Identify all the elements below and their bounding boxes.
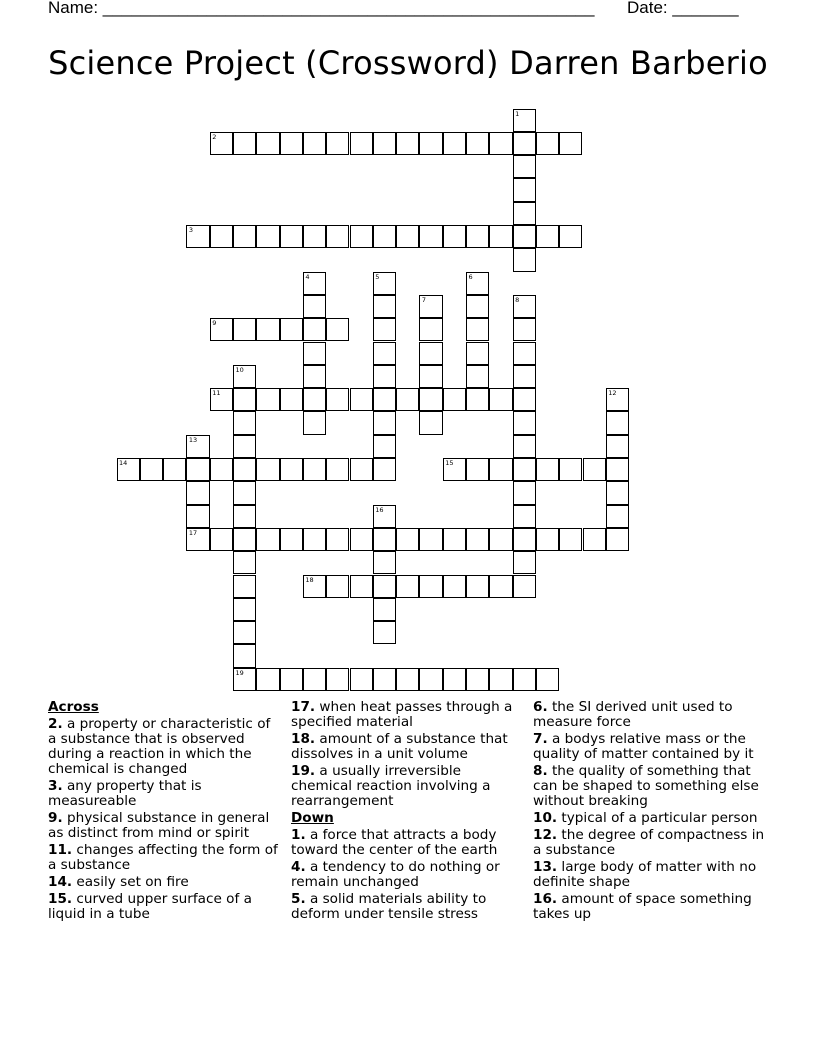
grid-cell[interactable] [350,528,373,551]
grid-cell[interactable] [513,481,536,504]
grid-cell[interactable] [466,272,489,295]
grid-cell[interactable] [489,575,512,598]
grid-cell[interactable] [466,668,489,691]
grid-cell[interactable] [186,225,209,248]
grid-cell[interactable] [303,272,326,295]
grid-cell[interactable] [280,225,303,248]
grid-cell[interactable] [606,411,629,434]
grid-cell[interactable] [326,575,349,598]
clue-number: 13 [188,435,198,444]
grid-cell[interactable] [163,458,186,481]
grid-cell[interactable] [303,528,326,551]
grid-cell[interactable] [186,481,209,504]
grid-cell[interactable] [233,365,256,388]
grid-cell[interactable] [513,155,536,178]
grid-cell[interactable] [373,295,396,318]
grid-cell[interactable] [373,225,396,248]
grid-cell[interactable] [373,458,396,481]
grid-cell[interactable] [350,668,373,691]
clue-number: 9 [212,319,217,328]
grid-cell[interactable] [513,342,536,365]
grid-cell[interactable] [513,551,536,574]
grid-cell[interactable] [233,411,256,434]
grid-cell[interactable] [186,528,209,551]
grid-cell[interactable] [210,528,233,551]
grid-cell[interactable] [326,388,349,411]
grid-cell[interactable] [350,225,373,248]
grid-cell[interactable] [419,528,442,551]
grid-cell[interactable] [513,388,536,411]
grid-cell[interactable] [140,458,163,481]
grid-cell[interactable] [536,132,559,155]
down-heading: Down [291,810,334,827]
clue-across-19: 19. a usually irreversible chemical reaction involving a rearrangement [291,763,491,810]
grid-cell[interactable] [466,342,489,365]
grid-cell[interactable] [396,388,419,411]
clue-down-13: 13. large body of matter with no definite shape [533,859,757,891]
grid-cell[interactable] [256,318,279,341]
grid-cell[interactable] [489,225,512,248]
grid-cell[interactable] [513,668,536,691]
grid-cell[interactable] [233,132,256,155]
clue-number: 11 [212,389,221,398]
grid-cell[interactable] [536,225,559,248]
clue-down-7: 7. a bodys relative mass or the quality of matter contained by it [533,731,754,763]
grid-cell[interactable] [443,132,466,155]
clue-down-12: 12. the degree of compactness in a substance [533,827,765,859]
grid-cell[interactable] [303,132,326,155]
grid-cell[interactable] [606,528,629,551]
clue-down-6: 6. the SI derived unit used to measure force [533,699,733,731]
clues-column-2 [291,700,523,924]
grid-cell[interactable] [303,575,326,598]
grid-cell[interactable] [210,225,233,248]
clues-column-3 [533,700,765,924]
clue-down-5: 5. a solid materials ability to deform under tensile stress [291,891,487,923]
grid-cell[interactable] [466,388,489,411]
grid-cell[interactable] [326,225,349,248]
grid-cell[interactable] [280,458,303,481]
grid-cell[interactable] [513,295,536,318]
grid-cell[interactable] [466,458,489,481]
grid-cell[interactable] [583,458,606,481]
grid-cell[interactable] [443,388,466,411]
grid-cell[interactable] [373,318,396,341]
clue-across-14: 14. easily set on fire [48,874,189,891]
grid-cell[interactable] [233,575,256,598]
grid-cell[interactable] [419,575,442,598]
grid-cell[interactable] [443,575,466,598]
grid-cell[interactable] [350,132,373,155]
clue-number: 18 [305,575,314,584]
grid-cell[interactable] [210,132,233,155]
grid-cell[interactable] [303,458,326,481]
grid-cell[interactable] [233,621,256,644]
grid-cell[interactable] [233,225,256,248]
grid-cell[interactable] [396,668,419,691]
grid-cell[interactable] [513,365,536,388]
grid-cell[interactable] [396,528,419,551]
grid-cell[interactable] [513,318,536,341]
grid-cell[interactable] [466,225,489,248]
grid-cell[interactable] [466,295,489,318]
grid-cell[interactable] [303,295,326,318]
grid-cell[interactable] [489,132,512,155]
grid-cell[interactable] [443,458,466,481]
grid-cell[interactable] [606,458,629,481]
grid-cell[interactable] [513,109,536,132]
grid-cell[interactable] [513,202,536,225]
clue-number: 3 [188,226,194,234]
grid-cell[interactable] [396,225,419,248]
grid-cell[interactable] [559,132,582,155]
grid-cell[interactable] [303,225,326,248]
clue-across-15: 15. curved upper surface of a liquid in a tube [48,891,252,923]
grid-cell[interactable] [466,132,489,155]
grid-cell[interactable] [536,668,559,691]
grid-cell[interactable] [373,435,396,458]
clue-number: 1 [515,109,520,118]
date-line: Date: _______ [627,0,739,17]
grid-cell[interactable] [606,435,629,458]
grid-cell[interactable] [350,575,373,598]
grid-cell[interactable] [489,458,512,481]
clue-down-16: 16. amount of space something takes up [533,891,752,923]
grid-cell[interactable] [606,481,629,504]
clue-across-18: 18. amount of a substance that dissolves in a unit volume [291,731,508,763]
grid-cell[interactable] [489,668,512,691]
grid-cell[interactable] [326,528,349,551]
grid-cell[interactable] [373,528,396,551]
grid-cell[interactable] [489,388,512,411]
clue-number: 8 [515,295,520,304]
grid-cell[interactable] [536,528,559,551]
grid-cell[interactable] [233,458,256,481]
clue-number: 17 [188,528,198,537]
grid-cell[interactable] [256,225,279,248]
grid-cell[interactable] [256,458,279,481]
grid-cell[interactable] [419,295,442,318]
grid-cell[interactable] [233,481,256,504]
grid-cell[interactable] [373,551,396,574]
grid-cell[interactable] [419,388,442,411]
grid-cell[interactable] [373,365,396,388]
grid-cell[interactable] [233,435,256,458]
grid-cell[interactable] [326,458,349,481]
clue-number: 19 [235,668,244,677]
clue-down-4: 4. a tendency to do nothing or remain unchanged [291,859,500,891]
grid-cell[interactable] [280,388,303,411]
clue-across-11: 11. changes affecting the form of a substance [48,842,278,874]
across-heading: Across [48,699,99,715]
clue-number: 5 [375,272,380,281]
grid-cell[interactable] [419,365,442,388]
grid-cell[interactable] [513,505,536,528]
clue-number: 15 [445,459,454,467]
grid-cell[interactable] [373,505,396,528]
grid-cell[interactable] [117,458,140,481]
grid-cell[interactable] [373,411,396,434]
clue-number: 10 [235,365,244,374]
grid-cell[interactable] [256,668,279,691]
grid-cell[interactable] [466,575,489,598]
worksheet-header [48,0,748,20]
grid-cell[interactable] [373,272,396,295]
clues-column-1 [48,700,280,924]
clue-across-9: 9. physical substance in general as distinct from mind or spirit [48,810,270,842]
grid-cell[interactable] [513,225,536,248]
grid-cell[interactable] [489,528,512,551]
grid-cell[interactable] [303,365,326,388]
grid-cell[interactable] [443,225,466,248]
grid-cell[interactable] [513,411,536,434]
grid-cell[interactable] [466,528,489,551]
clue-across-3: 3. any property that is measureable [48,778,202,810]
grid-cell[interactable] [373,132,396,155]
clue-number: 4 [305,272,310,281]
grid-cell[interactable] [233,668,256,691]
grid-cell[interactable] [280,668,303,691]
grid-cell[interactable] [559,528,582,551]
page-title: Science Project (Crossword) Darren Barberio [48,44,768,82]
grid-cell[interactable] [419,342,442,365]
grid-cell[interactable] [373,668,396,691]
grid-cell[interactable] [350,458,373,481]
grid-cell[interactable] [326,318,349,341]
grid-cell[interactable] [513,178,536,201]
clue-number: 14 [119,459,128,467]
grid-cell[interactable] [210,388,233,411]
grid-cell[interactable] [233,318,256,341]
grid-cell[interactable] [419,411,442,434]
grid-cell[interactable] [280,318,303,341]
grid-cell[interactable] [443,528,466,551]
grid-cell[interactable] [210,318,233,341]
clue-number: 16 [375,505,384,514]
clue-across-17: 17. when heat passes through a specified material [291,699,513,731]
grid-cell[interactable] [396,132,419,155]
name-line: Name: ____________________________________________________ [48,0,595,17]
grid-cell[interactable] [233,598,256,621]
clue-across-2: 2. a property or characteristic of a substance that is observed during a reaction in which the chemical is changed [48,715,271,778]
grid-cell[interactable] [419,668,442,691]
grid-cell[interactable] [303,342,326,365]
grid-cell[interactable] [303,411,326,434]
grid-cell[interactable] [303,668,326,691]
grid-cell[interactable] [419,132,442,155]
grid-cell[interactable] [233,528,256,551]
grid-cell[interactable] [513,435,536,458]
grid-cell[interactable] [559,225,582,248]
grid-cell[interactable] [513,132,536,155]
grid-cell[interactable] [373,621,396,644]
grid-cell[interactable] [280,528,303,551]
grid-cell[interactable] [536,458,559,481]
grid-cell[interactable] [186,458,209,481]
grid-cell[interactable] [513,458,536,481]
grid-cell[interactable] [303,388,326,411]
grid-cell[interactable] [466,318,489,341]
grid-cell[interactable] [233,551,256,574]
grid-cell[interactable] [233,505,256,528]
grid-cell[interactable] [350,388,373,411]
clue-down-8: 8. the quality of something that can be shaped to something else without breaking [533,763,759,810]
grid-cell[interactable] [326,132,349,155]
clue-down-1: 1. a force that attracts a body toward the center of the earth [291,827,498,859]
grid-cell[interactable] [280,132,303,155]
clue-down-10: 10. typical of a particular person [533,810,758,827]
grid-cell[interactable] [326,668,349,691]
grid-cell[interactable] [466,365,489,388]
grid-cell[interactable] [256,388,279,411]
grid-cell[interactable] [559,458,582,481]
grid-cell[interactable] [606,505,629,528]
grid-cell[interactable] [443,668,466,691]
grid-cell[interactable] [583,528,606,551]
grid-cell[interactable] [373,575,396,598]
grid-cell[interactable] [396,575,419,598]
grid-cell[interactable] [256,528,279,551]
grid-cell[interactable] [373,598,396,621]
grid-cell[interactable] [419,225,442,248]
grid-cell[interactable] [256,132,279,155]
grid-cell[interactable] [513,528,536,551]
clue-number: 12 [608,389,617,398]
clue-number: 2 [212,132,217,141]
clue-number: 6 [468,272,473,281]
grid-cell[interactable] [513,575,536,598]
grid-cell[interactable] [373,388,396,411]
grid-cell[interactable] [186,505,209,528]
grid-cell[interactable] [303,318,326,341]
grid-cell[interactable] [606,388,629,411]
grid-cell[interactable] [373,342,396,365]
grid-cell[interactable] [513,248,536,271]
grid-cell[interactable] [233,388,256,411]
clue-number: 7 [421,295,427,304]
grid-cell[interactable] [210,458,233,481]
grid-cell[interactable] [233,644,256,667]
grid-cell[interactable] [419,318,442,341]
grid-cell[interactable] [186,435,209,458]
